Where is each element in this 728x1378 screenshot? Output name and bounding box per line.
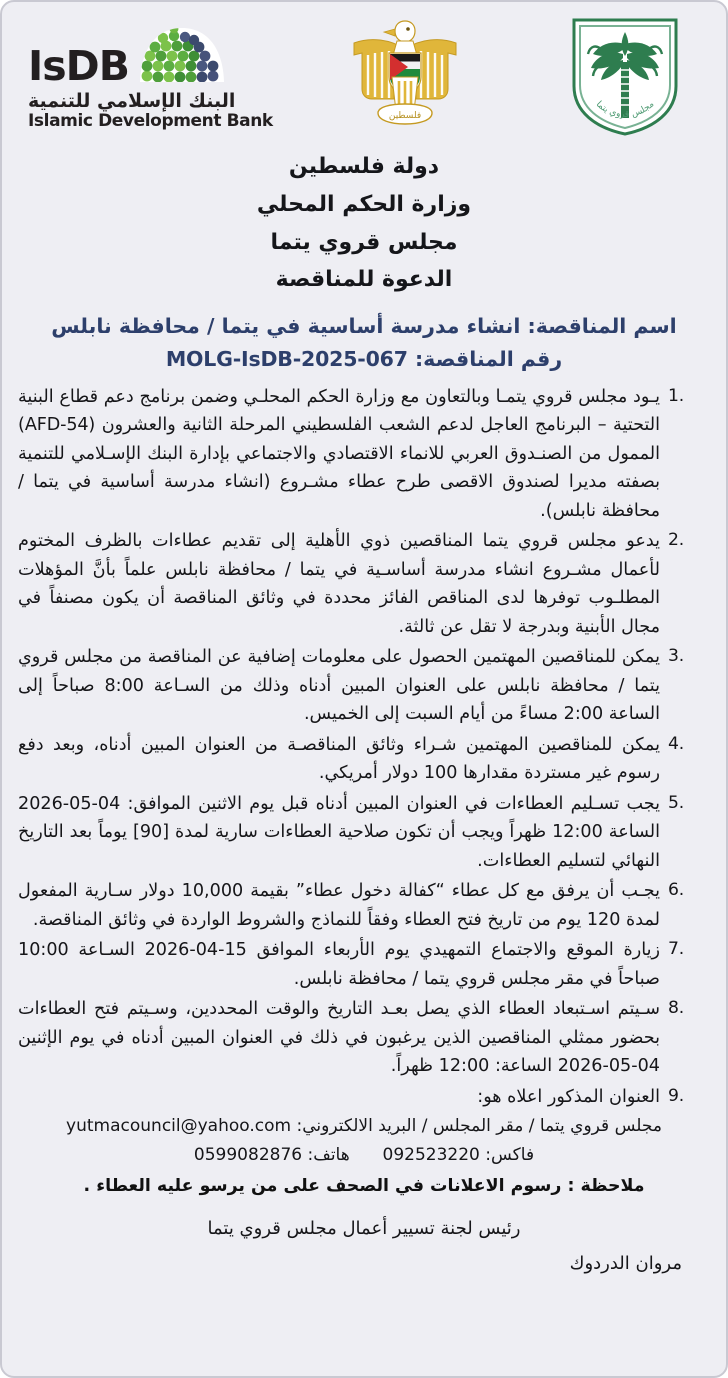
clause-item: سـيتم اسـتبعاد العطاء الذي يصل بعـد التاريخ والوقت المحددين، وسـيتم فتح العطاءات بحضور ممثلي المناقصين الذين يرغبون في ذلك في العنوان المبين أدناه في يوم الإثنين 04-05-2026 الساعة: 12:00 ظهراً. (18, 999, 660, 1077)
clause-list (2, 383, 726, 1112)
phone-number: 0599082876 (193, 1144, 303, 1165)
tender-title-block (2, 311, 726, 377)
isdb-logo (28, 26, 273, 130)
emblem-scroll-text: فلسطين (389, 111, 422, 121)
tender-name: اسم المناقصة: انشاء مدرسة أساسية في يتما / محافظة نابلس (51, 314, 677, 339)
isdb-english-name: Islamic Development Bank (28, 111, 273, 131)
clause-item: يدعو مجلس قروي يتما المناقصين ذوي الأهلية إلى تقديم عطاءات بالظرف المختوم لأعمال مشـروع انشاء مدرسة أساسـية في يتما / محافظة نابلس علماً بأنَّ المؤهلات المطلـوب توفرها لدى المناقص الفائز محددة في وثائق المناقصة أن يكون مصنفاً في مجال الأبنية وبدرجة لا تقل عن ثالثة. (18, 531, 660, 637)
signatory-name: مروان الدردوك (569, 1252, 682, 1274)
tender-number-value: MOLG-IsDB-2025-067 (165, 347, 408, 372)
isdb-acronym-text: IsDB (28, 42, 129, 90)
contact-address-row (28, 1113, 700, 1141)
tender-number (26, 342, 702, 377)
clause-item: يجب تسـليم العطاءات في العنوان المبين أدناه قبل يوم الاثنين الموافق: 04-05-2026 الساعة 12:00 ظهراً ويجب أن تكون صلاحية العطاءات سارية لمدة [90] يوماً بعد التاريخ النهائي لتسليم العطاءات. (18, 793, 661, 871)
advertising-fees-note: ملاحظة : رسوم الاعلانات في الصحف على من يرسو عليه العطاء . (83, 1176, 645, 1197)
contact-block (2, 1113, 726, 1169)
isdb-arabic-name: البنك الإسلامي للتنمية (28, 90, 236, 112)
clause-item: يـود مجلس قروي يتمـا وبالتعاون مع وزارة الحكم المحلـي وضمن برنامج دعم قطاع البنية التحتية – البرنامج العاجل لدعم الشعب الفلسطيني المرحلة الثانية والعشرون (AFD-54) الممول من الصنـدوق العربي للانماء الاقتصادي والاجتماعي بإدارة البنك الإسـلامي للتنمية بصفته مديرا لصندوق الاقصى طرح عطاء مشـروع (انشاء مدرسة أساسية في يتما / محافظة نابلس). (18, 386, 660, 521)
signature-block (2, 1212, 726, 1280)
signatory-title: رئيس لجنة تسيير أعمال مجلس قروي يتما (207, 1218, 521, 1240)
heading-invitation: الدعوة للمناقصة (275, 267, 453, 293)
contact-email[interactable]: yutmacouncil@yahoo.com (66, 1116, 292, 1137)
clause-item: زيارة الموقع والاجتماع التمهيدي يوم الأربعاء الموافق 15-04-2026 السـاعة 10:00 صباحاً في مقر مجلس قروي يتما / محافظة نابلس. (18, 940, 660, 989)
council-emblem-curved-text: مجلس قروي يتما (593, 99, 657, 120)
clause-item: يمكن للمناقصين المهتمين شـراء وثائق المناقصـة من العنوان المبين أدناه، وبعد دفع رسوم غير مستردة مقدارها 100 دولار أمريكي. (18, 734, 660, 784)
heading-ministry: وزارة الحكم المحلي (256, 191, 472, 217)
fax-number: 092523220 (382, 1144, 480, 1165)
contact-address-label: مجلس قروي يتما / مقر المجلس / البريد الالكتروني: (296, 1116, 662, 1137)
logo-strip (2, 2, 726, 142)
heading-state: دولة فلسطين (288, 154, 440, 179)
heading-council: مجلس قروي يتما (270, 229, 458, 255)
clause-item: يجـب أن يرفق مع كل عطاء “كفالة دخول عطاء” بقيمة 10,000 دولار سـارية المفعول لمدة 120 يوم من تاريخ فتح العطاء وفقاً للنماذج والشروط الواردة في وثائق المناقصة. (18, 881, 660, 930)
palestine-eagle-emblem-icon (342, 15, 468, 141)
fax-label: فاكس: (485, 1144, 535, 1165)
document-headings (2, 148, 726, 299)
isdb-dome-icon (137, 26, 227, 87)
contact-fax-phone-row (28, 1142, 700, 1170)
council-emblem-icon (566, 14, 684, 142)
tender-number-label: رقم المناقصة: (414, 347, 563, 372)
clause-item: يمكن للمناقصين المهتمين الحصول على معلومات إضافية عن المناقصة من مجلس قروي يتما / محافظة نابلس على العنوان المبين أدناه وذلك من السـاعة 8:00 صباحاً إلى الساعة 2:00 مساءً من أيام السبت إلى الخميس. (18, 647, 660, 725)
phone-label: هاتف: (307, 1144, 350, 1165)
clause-item: العنوان المذكور اعلاه هو: (477, 1086, 660, 1107)
